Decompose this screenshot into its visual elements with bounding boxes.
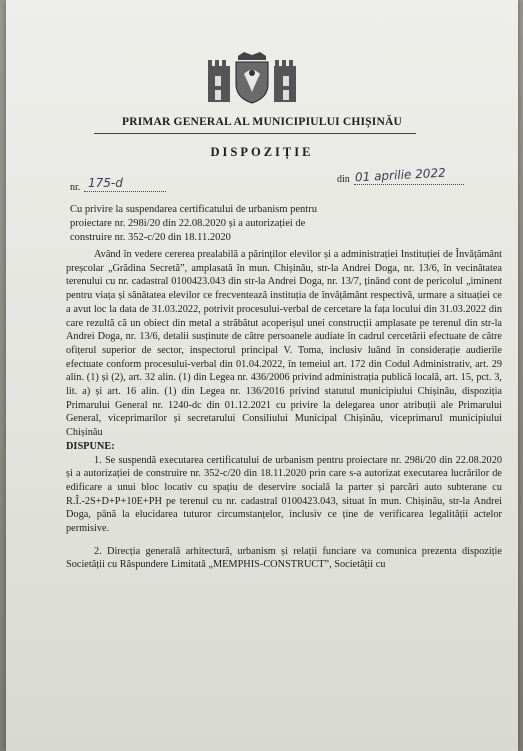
institution-header: PRIMAR GENERAL AL MUNICIPIULUI CHIȘINĂU bbox=[122, 116, 402, 128]
preamble-paragraph: Având în vedere cererea prealabilă a părinților elevilor și a administrației Instituției de Învățământ preșcolar „Grădina Secretă”, amplasată în mun. Chișinău, str-la Andrei Doga, nr. 13/6, în vecinătatea terenului cu nr. cadastral 0100423.043 din str-la Andrei Doga, nr. 13/7, ținând cont de pericolul „iminent pentru viața și sănătatea elevilor ce frecventează instituția de învățământ respectivă, urmare a situației ce a avut loc la data de 31.03.2022, potrivit procesului-verbal de cercetare la fața locului din 31.03.2022 din care rezultă că un obiect din metal a străbătut acoperișul unei construcții amplasate pe terenul din str-la Andrei Doga, nr. 13/6, detalii susținute de către persoanele audiate în cadrul cercetării efectuate de către ofițerul superior de sector, inspectorul principal V. Toma, inclusiv luând în considerație audierile efectuate conform procesului-verbal din 01.04.2022, în temeiul art. 172 din Codul Administrativ, art. 29 alin. (1) și (2), art. 32 alin. (1) din Legea nr. 436/2006 privind administrația publică locală, art. 15, pct. 3, lit. a) și art. 16 alin. (1) din Legea nr. 136/2016 privind statutul municipiului Chișinău, dispoziția Primarului General nr. 1240-dc din 01.12.2021 cu privire la delegarea unor atribuții ale Primarului General, viceprimarilor și secretarului Consiliului Municipal Chișinău, viceprimarul municipiului Chișinău bbox=[66, 249, 502, 439]
point-2-paragraph: 2. Direcția generală arhitectură, urbanism și relații funciare va comunica prezenta dispoziție Societății cu Răspundere Limitată „MEMPHIS-CONSTRUCT”, Societății cu bbox=[66, 545, 502, 571]
number-label: nr. bbox=[70, 182, 81, 193]
document-page bbox=[6, 0, 518, 751]
document-title: DISPOZIȚIE bbox=[210, 145, 314, 159]
date-label: din bbox=[337, 174, 350, 185]
date-underline bbox=[354, 184, 464, 185]
document-number: 175-d bbox=[88, 176, 123, 190]
number-underline bbox=[84, 191, 166, 192]
document-date: 01 aprilie 2022 bbox=[354, 165, 447, 185]
subject-line: Cu privire la suspendarea certificatului de urbanism pentru proiectare nr. 298i/20 din 22.08.2020 și a autorizației de construire nr. 352-c/20 din 18.11.2020 bbox=[70, 204, 317, 243]
dispune-heading: DISPUNE: bbox=[66, 440, 115, 452]
chisinau-coat-of-arms-icon bbox=[206, 52, 298, 104]
header-divider bbox=[94, 133, 416, 134]
document-body bbox=[66, 248, 502, 572]
point-1-paragraph: 1. Se suspendă executarea certificatului de urbanism pentru proiectare nr. 298i/20 din 22.08.2020 și a autorizației de construire nr. 352-c/20 din 18.11.2020 prin care s-a autorizat executarea lucrărilor de edificare a unui bloc locativ cu spațiu de deservire socială la parter și parcări auto subterane cu R.Î.-2S+D+P+10E+PH pe terenul cu nr. cadastral 0100423.043, situat în mun. Chișinău, str-la Andrei Doga, până la elucidarea tuturor circumstanțelor, inclusiv ce ține de verificarea legalității actelor permisive. bbox=[66, 454, 502, 535]
